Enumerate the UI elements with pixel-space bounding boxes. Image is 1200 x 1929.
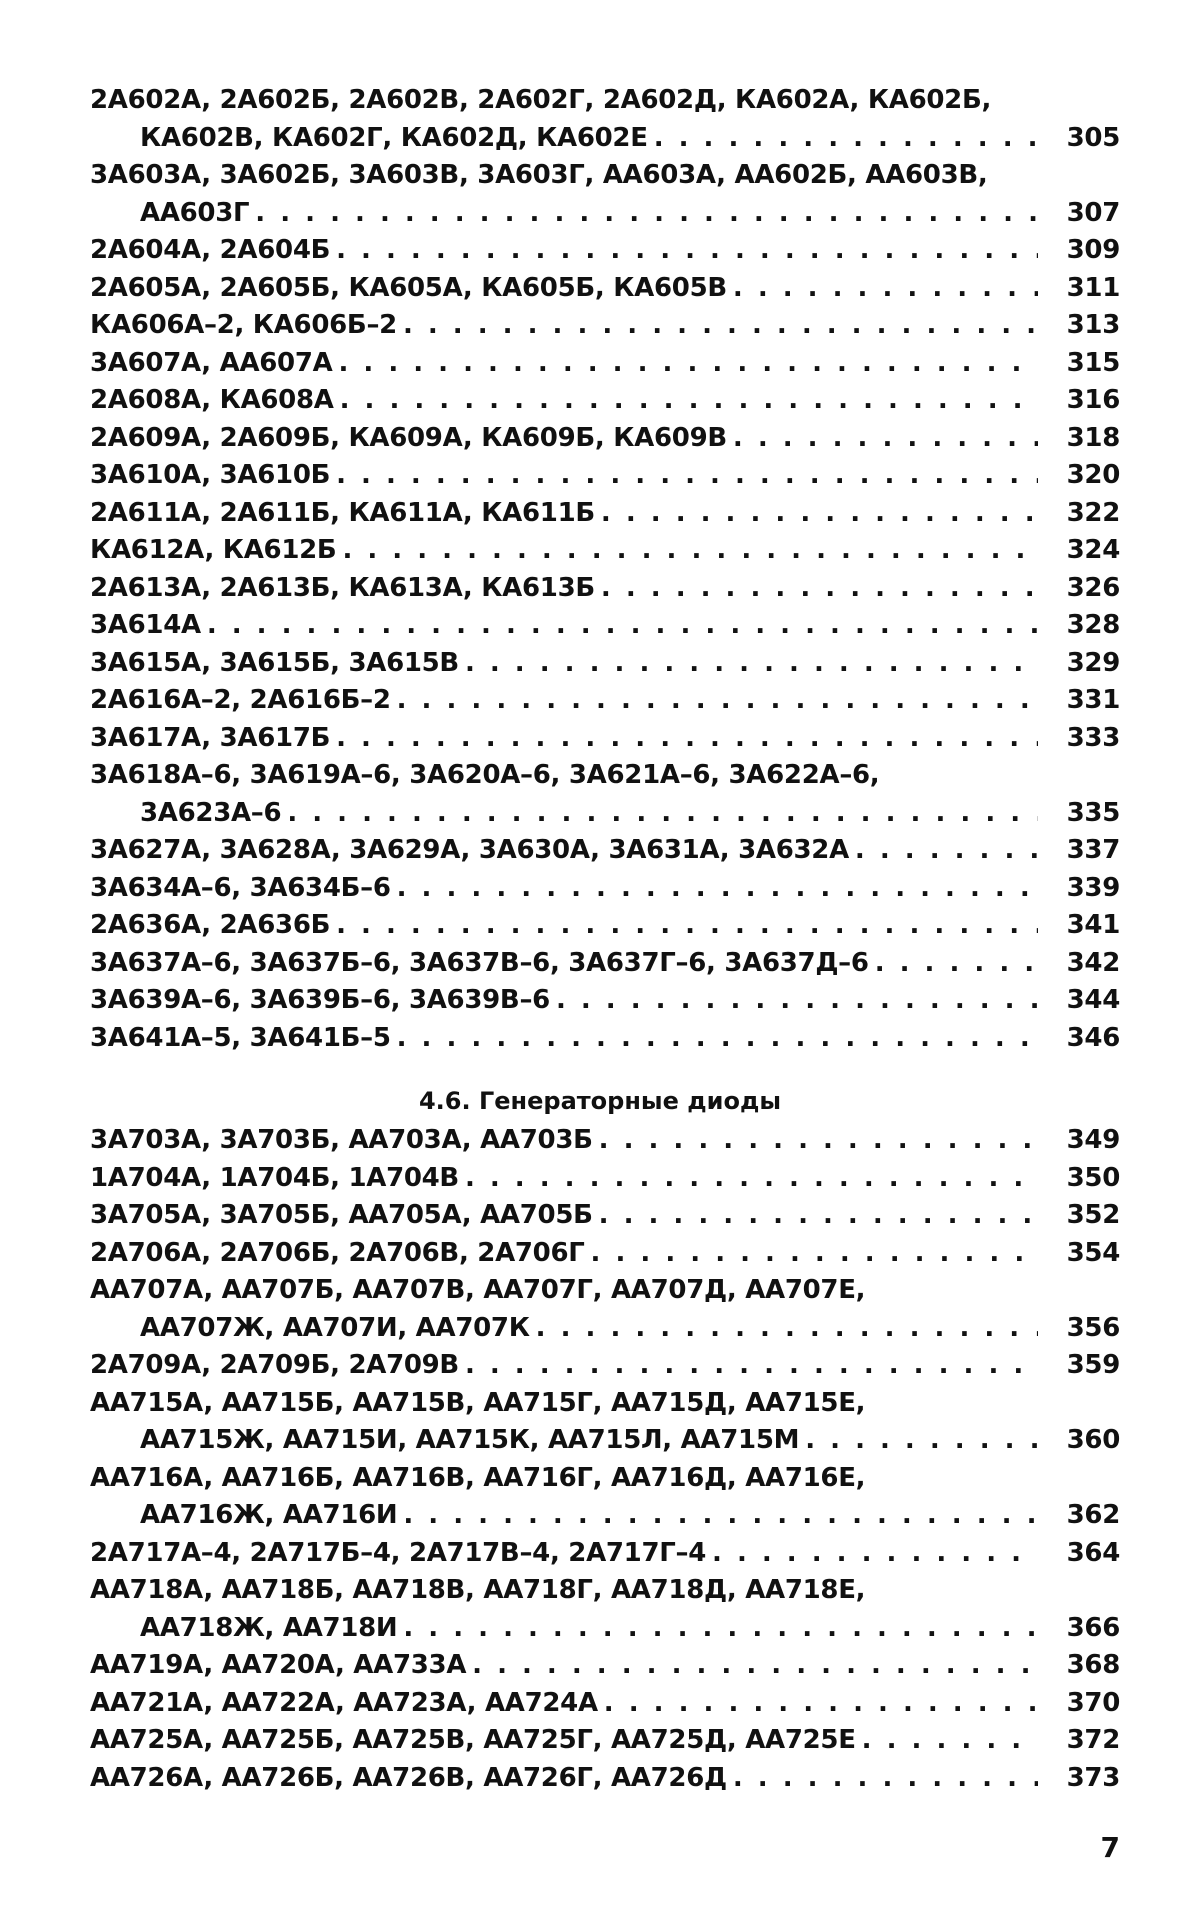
dot-leader (336, 907, 1038, 945)
toc-entry-line (90, 82, 1038, 120)
toc-entry (90, 645, 1120, 683)
toc-entry-title (90, 1122, 1038, 1160)
dot-leader (465, 645, 1038, 683)
toc-entry (90, 157, 1120, 232)
toc-entry-line-text: AA707A, AA707Б, AA707B, AA707Г, AA707Д, AA707E, (90, 1275, 866, 1305)
toc-entry (90, 307, 1120, 345)
dot-leader (397, 1020, 1038, 1058)
toc-entry-title (90, 420, 1038, 458)
toc-entry-title (90, 1535, 1038, 1573)
toc-entry-line (90, 607, 1038, 645)
dot-leader (338, 345, 1038, 383)
toc-entry-page: 346 (1066, 1022, 1120, 1053)
dot-leader (875, 945, 1038, 983)
toc-entry-line-text: 2A709A, 2A709Б, 2A709B (90, 1350, 459, 1380)
dot-leader (591, 1235, 1038, 1273)
toc-entry (90, 1460, 1120, 1535)
toc-entry-line-text: AA718A, AA718Б, AA718B, AA718Г, AA718Д, AA718E, (90, 1575, 866, 1605)
toc-entry-page: 331 (1066, 685, 1120, 715)
toc-entry-line (90, 1385, 1038, 1423)
toc-entry-line (90, 307, 1038, 345)
toc-entry-page: 320 (1066, 460, 1120, 490)
toc-entry (90, 1272, 1120, 1347)
toc-entry-page: 305 (1066, 122, 1120, 153)
toc-entry-line (90, 870, 1038, 908)
toc-entry-line (90, 420, 1038, 458)
toc-entry-title (90, 1572, 1038, 1647)
dot-leader (472, 1647, 1038, 1685)
toc-entry-title (90, 720, 1038, 758)
toc-entry-page: 333 (1066, 722, 1120, 753)
dot-leader (599, 1197, 1038, 1235)
toc-entry-line-text: 2A608A, КA608A (90, 385, 334, 415)
dot-leader (336, 232, 1038, 270)
toc-entry-page: 322 (1066, 497, 1120, 528)
toc-entry-line-text: AA719A, AA720A, AA733A (90, 1650, 467, 1680)
toc-entry-line-text: 2A609A, 2A609Б, КA609A, КA609Б, КA609B (90, 422, 727, 453)
toc-entry (90, 1685, 1120, 1723)
toc-entry-title (90, 1020, 1038, 1058)
toc-entry-line-text: 3A615A, 3A615Б, 3A615B (90, 647, 459, 678)
toc-entry-page: 370 (1066, 1687, 1120, 1718)
toc-entry (90, 1385, 1120, 1460)
toc-entry-title (90, 870, 1038, 908)
toc-entry-line (90, 1347, 1038, 1385)
toc-entry-line (90, 120, 1038, 158)
toc-entry-line-text: 3A639A–6, 3A639Б–6, 3A639B–6 (90, 985, 550, 1015)
toc-entry-page: 368 (1066, 1650, 1120, 1680)
dot-leader (733, 270, 1038, 308)
toc-entry-line-text: 3A603A, 3A602Б, 3A603B, 3A603Г, AA603A, AA602Б, AA603B, (90, 160, 988, 190)
toc-entry-line (90, 1197, 1038, 1235)
toc-entry-title (90, 757, 1038, 832)
toc-entry-line (90, 1685, 1038, 1723)
toc-entry-line (90, 720, 1038, 758)
toc-entry (90, 495, 1120, 533)
toc-entry-title (90, 1347, 1038, 1385)
toc-entry-title (90, 1760, 1038, 1798)
toc-entry-line (90, 382, 1038, 420)
toc-entry-line-text: AA715A, AA715Б, AA715B, AA715Г, AA715Д, AA715E, (90, 1387, 866, 1418)
toc-entry-line (90, 1722, 1038, 1760)
toc-entry-line-text: AA707Ж, AA707И, AA707К (140, 1312, 530, 1343)
toc-entry-line (90, 1020, 1038, 1058)
toc-entry (90, 1647, 1120, 1685)
dot-leader (342, 532, 1038, 570)
toc-entry (90, 420, 1120, 458)
dot-leader (862, 1722, 1038, 1760)
toc-entry-page: 356 (1066, 1312, 1120, 1343)
toc-entry-line-text: AA716Ж, AA716И (140, 1500, 398, 1530)
toc-entry-page: 324 (1066, 535, 1120, 565)
toc-entry (90, 907, 1120, 945)
toc-entry-page: 359 (1066, 1350, 1120, 1380)
toc-entry-line (90, 757, 1038, 795)
toc-entry-title (90, 532, 1038, 570)
toc-entry-page: 344 (1066, 985, 1120, 1015)
toc-entry-title (90, 982, 1038, 1020)
toc-entry-page: 354 (1066, 1237, 1120, 1268)
toc-entry-title (90, 1160, 1038, 1198)
toc-entry-line (90, 1310, 1038, 1348)
toc-entry-title (90, 1685, 1038, 1723)
toc-entry-page: 337 (1066, 835, 1120, 865)
toc-entry-line-text: КA606A–2, КA606Б–2 (90, 310, 397, 340)
toc-entry (90, 270, 1120, 308)
toc-entry-line (90, 270, 1038, 308)
toc-entry-line-text: 2A611A, 2A611Б, КA611A, КA611Б (90, 497, 595, 528)
toc-entry (90, 1122, 1120, 1160)
toc-entry-line (90, 532, 1038, 570)
dot-leader (599, 1122, 1038, 1160)
toc-entry-page: 349 (1066, 1125, 1120, 1155)
toc-entry-line (90, 195, 1038, 233)
toc-entry-title (90, 682, 1038, 720)
toc-entry-title (90, 232, 1038, 270)
toc-entry-page: 309 (1066, 235, 1120, 265)
toc-entry-line-text: 2A604A, 2A604Б (90, 235, 331, 265)
dot-leader (536, 1310, 1038, 1348)
toc-entry (90, 1535, 1120, 1573)
toc-entry-page: 362 (1066, 1500, 1120, 1530)
toc-entry-line-text: 1A704A, 1A704Б, 1A704B (90, 1162, 459, 1193)
toc-entry-line (90, 232, 1038, 270)
toc-entry-line (90, 1272, 1038, 1310)
toc-entry-page: 326 (1066, 572, 1120, 603)
dot-leader (601, 570, 1038, 608)
toc-entry-line (90, 1235, 1038, 1273)
toc-entry-page: 341 (1066, 910, 1120, 940)
toc-entry-page: 318 (1066, 422, 1120, 453)
toc-entry-line-text: 3A623A–6 (140, 797, 282, 828)
dot-leader (403, 307, 1038, 345)
toc-entry-line-text: 2A605A, 2A605Б, КA605A, КA605Б, КA605B (90, 272, 727, 303)
toc-entry-title (90, 1722, 1038, 1760)
toc-entry-line (90, 1760, 1038, 1798)
toc-entry-line-text: КA602B, КA602Г, КA602Д, КA602E (140, 122, 648, 153)
toc-entry (90, 570, 1120, 608)
toc-entry-line (90, 795, 1038, 833)
toc-entry-line-text: КA612A, КA612Б (90, 535, 337, 565)
toc-entry-line (90, 682, 1038, 720)
toc-list-diodes-4-5 (90, 82, 1120, 1057)
toc-entry (90, 870, 1120, 908)
toc-entry (90, 945, 1120, 983)
dot-leader (654, 120, 1038, 158)
dot-leader (855, 832, 1038, 870)
toc-entry-line (90, 832, 1038, 870)
toc-entry-page: 328 (1066, 610, 1120, 640)
toc-entry-title (90, 1235, 1038, 1273)
dot-leader (465, 1347, 1038, 1385)
toc-entry-line-text: 3A627A, 3A628A, 3A629A, 3A630A, 3A631A, 3A632A (90, 835, 849, 865)
toc-entry (90, 1760, 1120, 1798)
toc-entry-line (90, 345, 1038, 383)
toc-entry-line-text: 3A610A, 3A610Б (90, 460, 331, 490)
toc-entry-line-text: AA716A, AA716Б, AA716B, AA716Г, AA716Д, AA716E, (90, 1462, 866, 1493)
toc-entry-line-text: AA726A, AA726Б, AA726B, AA726Г, AA726Д (90, 1762, 727, 1793)
toc-entry-line (90, 1460, 1038, 1498)
dot-leader (397, 870, 1038, 908)
toc-entry-page: 360 (1066, 1425, 1120, 1455)
toc-entry (90, 720, 1120, 758)
toc-entry-line-text: 3A637A–6, 3A637Б–6, 3A637B–6, 3A637Г–6, 3A637Д–6 (90, 947, 869, 978)
toc-entry-title (90, 457, 1038, 495)
toc-entry-line-text: 3A618A–6, 3A619A–6, 3A620A–6, 3A621A–6, 3A622A–6, (90, 760, 880, 790)
toc-entry-line-text: 3A703A, 3A703Б, AA703A, AA703Б (90, 1125, 593, 1155)
dot-leader (207, 607, 1038, 645)
toc-entry-line (90, 982, 1038, 1020)
toc-entry-title (90, 570, 1038, 608)
toc-entry-line (90, 1122, 1038, 1160)
dot-leader (336, 720, 1038, 758)
dot-leader (255, 195, 1038, 233)
toc-entry (90, 757, 1120, 832)
toc-entry-line-text: 3A634A–6, 3A634Б–6 (90, 872, 391, 903)
toc-entry-title (90, 157, 1038, 232)
dot-leader (712, 1535, 1038, 1573)
toc-entry (90, 382, 1120, 420)
toc-entry-line (90, 1572, 1038, 1610)
toc-entry-title (90, 382, 1038, 420)
toc-entry-line (90, 1610, 1038, 1648)
page-number: 7 (1100, 1831, 1120, 1864)
toc-entry-line (90, 945, 1038, 983)
toc-entry-line-text: AA603Г (140, 197, 250, 228)
toc-list-generator-diodes (90, 1122, 1120, 1797)
toc-entry-line (90, 1160, 1038, 1198)
toc-entry-title (90, 1197, 1038, 1235)
toc-entry-page: 335 (1066, 797, 1120, 828)
dot-leader (403, 1610, 1038, 1648)
toc-entry-line-text: 2A616A–2, 2A616Б–2 (90, 685, 391, 715)
toc-entry-title (90, 82, 1038, 157)
toc-entry-line-text: 2A602A, 2A602Б, 2A602B, 2A602Г, 2A602Д, КA602A, КA602Б, (90, 85, 992, 115)
dot-leader (340, 382, 1038, 420)
toc-entry-page: 315 (1066, 347, 1120, 378)
section-heading: 4.6. Генераторные диоды (418, 1087, 782, 1115)
toc-entry-title (90, 270, 1038, 308)
toc-entry-page: 366 (1066, 1612, 1120, 1643)
toc-entry-line (90, 645, 1038, 683)
toc-entry-line-text: 3A607A, AA607A (90, 347, 333, 378)
toc-entry (90, 1235, 1120, 1273)
toc-entry-page: 311 (1066, 272, 1120, 303)
dot-leader (733, 420, 1038, 458)
toc-entry-line-text: AA718Ж, AA718И (140, 1612, 398, 1643)
dot-leader (556, 982, 1038, 1020)
toc-entry-line-text: 3A617A, 3A617Б (90, 722, 331, 753)
toc-entry (90, 232, 1120, 270)
toc-entry (90, 682, 1120, 720)
dot-leader (733, 1760, 1038, 1798)
toc-entry (90, 1722, 1120, 1760)
toc-entry-title (90, 907, 1038, 945)
toc-entry-line-text: 3A705A, 3A705Б, AA705A, AA705Б (90, 1200, 593, 1230)
toc-entry-line (90, 457, 1038, 495)
toc-entry-title (90, 945, 1038, 983)
toc-entry (90, 457, 1120, 495)
toc-entry-title (90, 607, 1038, 645)
toc-entry-page: 350 (1066, 1162, 1120, 1193)
dot-leader (403, 1497, 1038, 1535)
toc-entry (90, 1197, 1120, 1235)
toc-entry (90, 1160, 1120, 1198)
toc-entry-line-text: 2A636A, 2A636Б (90, 910, 331, 940)
toc-entry (90, 345, 1120, 383)
toc-entry-page: 339 (1066, 872, 1120, 903)
toc-entry-page: 372 (1066, 1725, 1120, 1755)
dot-leader (805, 1422, 1038, 1460)
dot-leader (336, 457, 1038, 495)
toc-entry-title (90, 1385, 1038, 1460)
toc-entry-line-text: 2A613A, 2A613Б, КA613A, КA613Б (90, 572, 595, 603)
toc-entry-title (90, 832, 1038, 870)
toc-entry-title (90, 1272, 1038, 1347)
toc-entry (90, 1347, 1120, 1385)
toc-entry-line (90, 907, 1038, 945)
dot-leader (287, 795, 1038, 833)
toc-entry-line-text: AA721A, AA722A, AA723A, AA724A (90, 1687, 598, 1718)
toc-entry (90, 82, 1120, 157)
dot-leader (604, 1685, 1038, 1723)
toc-entry (90, 1020, 1120, 1058)
toc-entry-page: 307 (1066, 197, 1120, 228)
toc-entry (90, 832, 1120, 870)
toc-entry-title (90, 307, 1038, 345)
toc-entry-page: 364 (1066, 1537, 1120, 1568)
toc-entry (90, 982, 1120, 1020)
toc-entry-line (90, 1497, 1038, 1535)
toc-entry-line (90, 1535, 1038, 1573)
dot-leader (601, 495, 1038, 533)
toc-entry-title (90, 645, 1038, 683)
toc-entry-line (90, 570, 1038, 608)
toc-entry-title (90, 1647, 1038, 1685)
toc-entry-page: 352 (1066, 1200, 1120, 1230)
toc-entry-line (90, 1422, 1038, 1460)
toc-entry-line-text: 3A614A (90, 610, 201, 640)
toc-entry-page: 313 (1066, 310, 1120, 340)
toc-entry-page: 342 (1066, 947, 1120, 978)
toc-entry-line (90, 495, 1038, 533)
toc-entry-line-text: 3A641A–5, 3A641Б–5 (90, 1022, 391, 1053)
toc-entry-page: 316 (1066, 385, 1120, 415)
toc-entry-line-text: AA725A, AA725Б, AA725B, AA725Г, AA725Д, AA725E (90, 1725, 856, 1755)
toc-entry-line-text: 2A706A, 2A706Б, 2A706B, 2A706Г (90, 1237, 585, 1268)
toc-entry-line (90, 157, 1038, 195)
toc-entry-title (90, 345, 1038, 383)
dot-leader (465, 1160, 1038, 1198)
toc-entry (90, 1572, 1120, 1647)
toc-entry (90, 607, 1120, 645)
toc-entry-line-text: 2A717A–4, 2A717Б–4, 2A717B–4, 2A717Г–4 (90, 1537, 707, 1568)
toc-entry (90, 532, 1120, 570)
dot-leader (397, 682, 1038, 720)
toc-entry-page: 329 (1066, 647, 1120, 678)
toc-entry-title (90, 495, 1038, 533)
toc-entry-line-text: AA715Ж, AA715И, AA715К, AA715Л, AA715М (140, 1425, 800, 1455)
toc-entry-title (90, 1460, 1038, 1535)
toc-entry-page: 373 (1066, 1762, 1120, 1793)
toc-entry-line (90, 1647, 1038, 1685)
